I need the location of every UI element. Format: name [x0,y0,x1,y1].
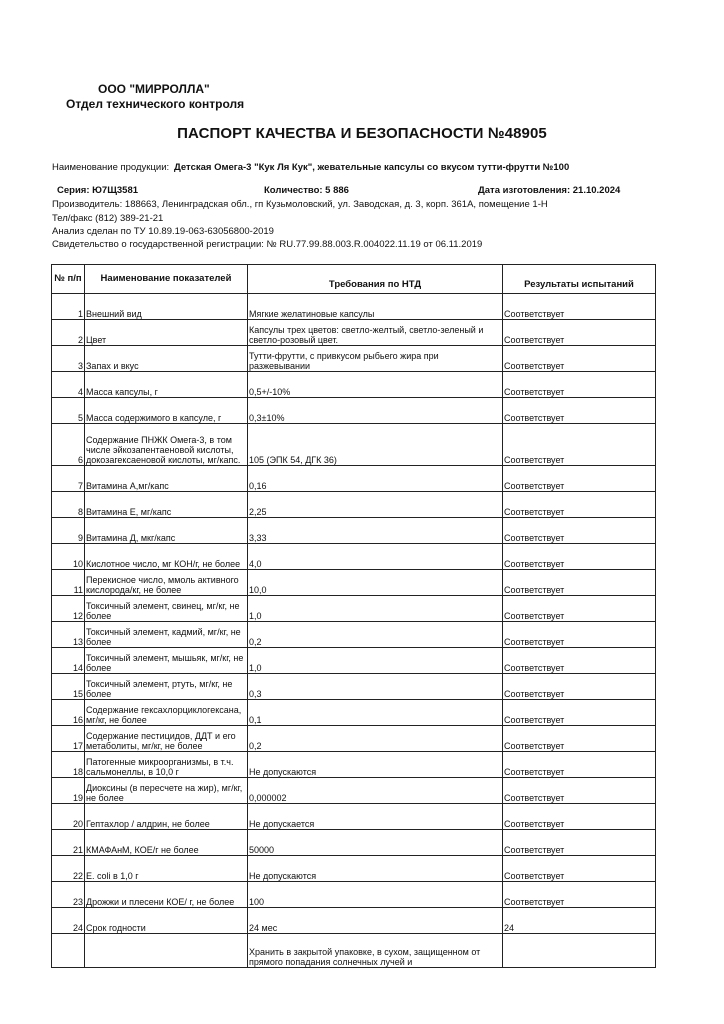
phone: Тел/факс (812) 389-21-21 [52,213,164,224]
row-indicator: Цвет [85,320,248,346]
table-row [52,752,656,778]
row-requirement: 0,000002 [248,778,503,804]
row-indicator: Запах и вкус [85,346,248,372]
row-result: 24 [503,908,656,934]
row-number: 2 [52,320,85,346]
row-result: Соответствует [503,700,656,726]
header-name: Наименование показателей [85,265,248,294]
row-number: 18 [52,752,85,778]
row-result: Соответствует [503,830,656,856]
quantity: Количество: 5 886 [264,185,349,196]
row-result [503,934,656,968]
row-requirement: Не допускаются [248,752,503,778]
header-num: № п/п [52,265,85,294]
row-result: Соответствует [503,856,656,882]
table-row [52,856,656,882]
row-indicator: Патогенные микроорганизмы, в т.ч. сальмонеллы, в 10,0 г [85,752,248,778]
row-result: Соответствует [503,424,656,466]
table-row [52,320,656,346]
table-row [52,294,656,320]
row-number: 16 [52,700,85,726]
row-requirement: 0,3 [248,674,503,700]
analysis: Анализ сделан по ТУ 10.89.19-063-63056800-2019 [52,226,274,237]
row-indicator: Содержание гексахлорциклогексана, мг/кг, не более [85,700,248,726]
row-requirement: 1,0 [248,596,503,622]
row-number: 9 [52,518,85,544]
row-number: 13 [52,622,85,648]
row-number [52,934,85,968]
row-number: 23 [52,882,85,908]
table-row [52,882,656,908]
row-result: Соответствует [503,544,656,570]
row-number: 8 [52,492,85,518]
row-number: 17 [52,726,85,752]
row-requirement: 2,25 [248,492,503,518]
row-number: 6 [52,424,85,466]
table-row [52,648,656,674]
row-indicator: Витамина А,мг/капс [85,466,248,492]
table-row [52,346,656,372]
row-result: Соответствует [503,804,656,830]
row-result: Соответствует [503,596,656,622]
row-result: Соответствует [503,882,656,908]
row-result: Соответствует [503,622,656,648]
row-number: 10 [52,544,85,570]
row-number: 21 [52,830,85,856]
row-requirement: 105 (ЭПК 54, ДГК 36) [248,424,503,466]
row-indicator: Содержание ПНЖК Омега-3, в том числе эйкозапентаеновой кислоты, докозагексаеновой кислоты, мг/капс. [85,424,248,466]
series: Серия: Ю7Щ3581 [57,185,139,196]
row-indicator: E. coli в 1,0 г [85,856,248,882]
row-indicator: Токсичный элемент, свинец, мг/кг, не более [85,596,248,622]
table-row [52,492,656,518]
row-requirement: 0,2 [248,622,503,648]
product-label: Наименование продукции: [52,162,170,173]
row-indicator: Токсичный элемент, ртуть, мг/кг, не более [85,674,248,700]
row-number: 3 [52,346,85,372]
department-name: Отдел технического контроля [66,97,245,111]
table-row [52,596,656,622]
row-result: Соответствует [503,674,656,700]
row-number: 20 [52,804,85,830]
row-requirement: 24 мес [248,908,503,934]
row-number: 24 [52,908,85,934]
row-number: 14 [52,648,85,674]
row-indicator: Кислотное число, мг КОН/г, не более [85,544,248,570]
table-row [52,934,656,968]
row-indicator: Диоксины (в пересчете на жир), мг/кг, не более [85,778,248,804]
row-requirement: Мягкие желатиновые капсулы [248,294,503,320]
row-requirement: Не допускаются [248,856,503,882]
row-result: Соответствует [503,372,656,398]
row-indicator: Срок годности [85,908,248,934]
document-title: ПАСПОРТ КАЧЕСТВА И БЕЗОПАСНОСТИ №48905 [177,125,547,142]
row-indicator: Перекисное число, ммоль активного кислорода/кг, не более [85,570,248,596]
quality-table [51,264,656,968]
row-indicator: Дрожжи и плесени КОЕ/ г, не более [85,882,248,908]
table-row [52,726,656,752]
row-number: 1 [52,294,85,320]
table-row [52,830,656,856]
table-row [52,622,656,648]
row-number: 12 [52,596,85,622]
table-row [52,700,656,726]
row-result: Соответствует [503,294,656,320]
production-date: Дата изготовления: 21.10.2024 [478,185,621,196]
row-requirement: 3,33 [248,518,503,544]
manufacturer: Производитель: 188663, Ленинградская обл., гп Кузьмоловский, ул. Заводская, д. 3, корп. 361А, помещение 1-Н [52,199,548,210]
row-requirement: 0,16 [248,466,503,492]
row-number: 11 [52,570,85,596]
row-result: Соответствует [503,648,656,674]
row-requirement: 0,3±10% [248,398,503,424]
table-row [52,518,656,544]
table-row [52,908,656,934]
registration-certificate: Свидетельство о государственной регистрации: № RU.77.99.88.003.R.004022.11.19 от 06.11.2019 [52,239,483,250]
row-requirement: Хранить в закрытой упаковке, в сухом, защищенном от прямого попадания солнечных лучей и [248,934,503,968]
row-number: 15 [52,674,85,700]
row-indicator: Масса содержимого в капсуле, г [85,398,248,424]
table-header-row [52,265,656,294]
row-result: Соответствует [503,346,656,372]
row-result: Соответствует [503,518,656,544]
row-result: Соответствует [503,320,656,346]
row-indicator: КМАФАнМ, КОЕ/г не более [85,830,248,856]
row-requirement: Капсулы трех цветов: светло-желтый, светло-зеленый и светло-розовый цвет. [248,320,503,346]
row-indicator: Содержание пестицидов, ДДТ и его метаболиты, мг/кг, не более [85,726,248,752]
table-row [52,372,656,398]
row-requirement: 0,2 [248,726,503,752]
row-number: 7 [52,466,85,492]
row-result: Соответствует [503,492,656,518]
company-name: ООО "МИРРОЛЛА" [98,82,210,96]
row-result: Соответствует [503,778,656,804]
table-row [52,570,656,596]
row-result: Соответствует [503,466,656,492]
row-requirement: Не допускается [248,804,503,830]
row-requirement: 0,1 [248,700,503,726]
row-requirement: 100 [248,882,503,908]
row-requirement: 0,5+/-10% [248,372,503,398]
row-requirement: Тутти-фрутти, с привкусом рыбьего жира при разжевывании [248,346,503,372]
row-result: Соответствует [503,752,656,778]
row-requirement: 50000 [248,830,503,856]
table-row [52,778,656,804]
row-indicator: Масса капсулы, г [85,372,248,398]
table-row [52,424,656,466]
header-requirements: Требования по НТД [248,265,503,294]
header-results: Результаты испытаний [503,265,656,294]
row-indicator: Внешний вид [85,294,248,320]
row-indicator: Токсичный элемент, мышьяк, мг/кг, не более [85,648,248,674]
row-number: 4 [52,372,85,398]
row-indicator [85,934,248,968]
table-row [52,544,656,570]
table-row [52,804,656,830]
row-number: 22 [52,856,85,882]
row-indicator: Токсичный элемент, кадмий, мг/кг, не более [85,622,248,648]
product-name: Детская Омега-3 "Кук Ля Кук", жевательные капсулы со вкусом тутти-фрутти №100 [174,162,570,173]
table-row [52,466,656,492]
row-result: Соответствует [503,398,656,424]
table-row [52,398,656,424]
row-requirement: 1,0 [248,648,503,674]
row-result: Соответствует [503,570,656,596]
row-number: 19 [52,778,85,804]
table-row [52,674,656,700]
row-requirement: 4,0 [248,544,503,570]
row-number: 5 [52,398,85,424]
row-indicator: Гептахлор / алдрин, не более [85,804,248,830]
row-requirement: 10,0 [248,570,503,596]
row-indicator: Витамина Д, мкг/капс [85,518,248,544]
row-indicator: Витамина Е, мг/капс [85,492,248,518]
row-result: Соответствует [503,726,656,752]
